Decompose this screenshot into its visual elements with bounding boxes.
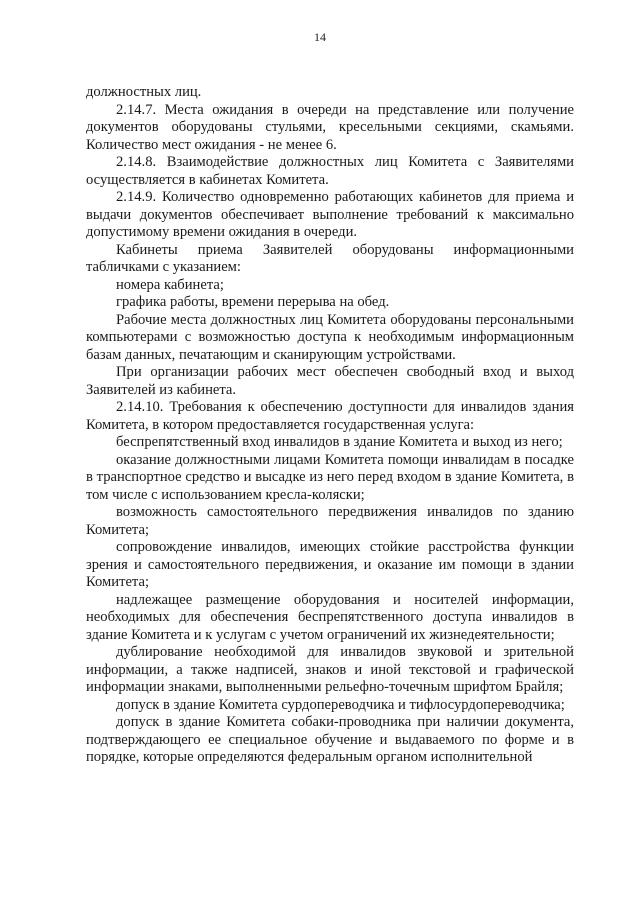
paragraph: должностных лиц. <box>86 84 202 100</box>
paragraph: Кабинеты приема Заявителей оборудованы информационными табличками с указанием: <box>86 241 574 275</box>
paragraph: 2.14.9. Количество одновременно работающих кабинетов для приема и выдачи документов обеспечивает выполнение требований к максимально допустимому времени ожидания в очереди. <box>86 189 574 240</box>
paragraph: 2.14.7. Места ожидания в очереди на представление или получение документов оборудованы стульями, кресельными секциями, скамьями. Количество мест ожидания - не менее 6. <box>86 101 574 153</box>
paragraph: При организации рабочих мест обеспечен свободный вход и выход Заявителей из кабинета. <box>86 364 574 398</box>
list-item: возможность самостоятельного передвижения инвалидов по зданию Комитета; <box>86 504 574 538</box>
paragraph: 2.14.8. Взаимодействие должностных лиц Комитета с Заявителями осуществляется в кабинетах Комитета. <box>86 154 574 188</box>
document-body <box>86 84 574 767</box>
list-item: сопровождение инвалидов, имеющих стойкие расстройства функции зрения и самостоятельного передвижения, и оказание им помощи в здании Комитета; <box>86 539 574 590</box>
page-number: 14 <box>314 30 326 44</box>
paragraph: Рабочие места должностных лиц Комитета оборудованы персональными компьютерами с возможностью доступа к необходимым информационным базам данных, печатающим и сканирующим устройствами. <box>86 311 574 363</box>
list-item: допуск в здание Комитета сурдопереводчика и тифлосурдопереводчика; <box>116 696 565 713</box>
paragraph: 2.14.10. Требования к обеспечению доступности для инвалидов здания Комитета, в котором предоставляется государственная услуга: <box>86 399 574 433</box>
list-item: надлежащее размещение оборудования и носителей информации, необходимых для обеспечения беспрепятственного доступа инвалидов в здание Комитета и к услугам с учетом ограничений их жизнедеятельности; <box>86 591 574 643</box>
list-item: беспрепятственный вход инвалидов в здание Комитета и выход из него; <box>116 434 563 450</box>
list-item: графика работы, времени перерыва на обед. <box>116 294 390 310</box>
list-item: оказание должностными лицами Комитета помощи инвалидам в посадке в транспортное средство и высадке из него перед входом в здание Комитета, в том числе с использованием кресла-коляски; <box>86 451 574 503</box>
list-item: дублирование необходимой для инвалидов звуковой и зрительной информации, а также надписей, знаков и иной текстовой и графической информации знаками, выполненными рельефно-точечным шрифтом Брайля; <box>86 644 574 695</box>
list-item: номера кабинета; <box>116 276 224 293</box>
list-item: допуск в здание Комитета собаки-проводника при наличии документа, подтверждающего ее специальное обучение и выдаваемого по форме и в порядке, которые определяются федеральным органом исполнительной <box>86 714 574 765</box>
